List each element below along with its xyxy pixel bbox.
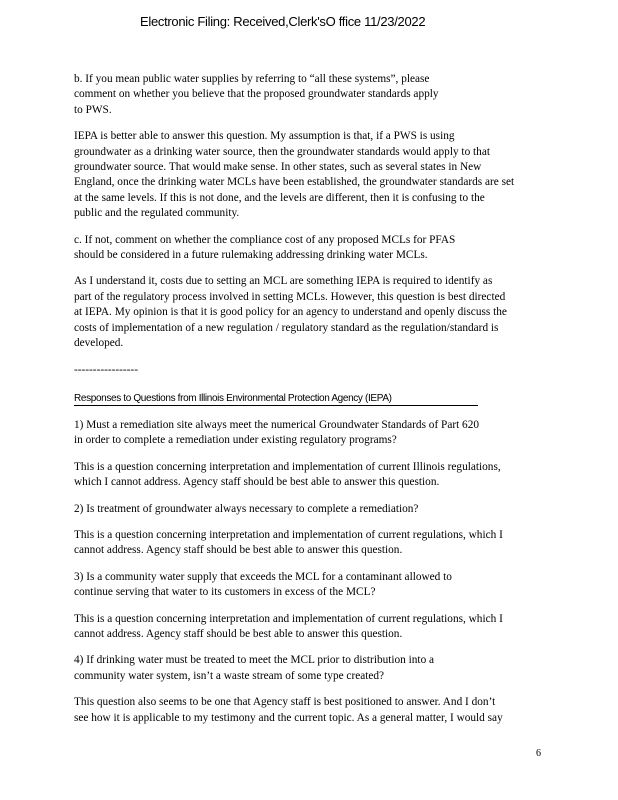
question-c-paragraph: c. If not, comment on whether the compliance cost of any proposed MCLs for PFAS should be considered in a future rulemaking addressing drinking water MCLs. [74,233,456,262]
section-divider: ----------------- [74,363,138,376]
filing-stamp-header: Electronic Filing: Received,Clerk'sO ffice 11/23/2022 [140,14,426,29]
page-number: 6 [536,748,541,759]
answer-2-paragraph: This is a question concerning interpretation and implementation of current regulations, which I cannot address. Agency staff should be best able to answer this question. [74,528,503,557]
question-3-paragraph: 3) Is a community water supply that exceeds the MCL for a contaminant allowed to continue serving that water to its customers in excess of the MCL? [74,570,452,599]
section-heading-iepa-responses: Responses to Questions from Illinois Environmental Protection Agency (IEPA) [74,393,478,406]
answer-b-paragraph: IEPA is better able to answer this question. My assumption is that, if a PWS is using groundwater as a drinking water source, then the groundwater standards would apply to that groundwater source. That would make sense. In other states, such as several states in New England, once the drinking water MCLs have been established, the groundwater standards are set at the same levels. If this is not done, and the levels are different, then it is confusing to the public and the regulated community. [74,130,515,220]
question-b-paragraph: b. If you mean public water supplies by referring to “all these systems”, please comment on whether you believe that the proposed groundwater standards apply to PWS. [74,73,439,116]
answer-4-paragraph: This question also seems to be one that Agency staff is best positioned to answer. And I don’t see how it is applicable to my testimony and the current topic. As a general matter, I would say [74,696,503,724]
page-body [74,72,549,737]
question-1-paragraph: 1) Must a remediation site always meet the numerical Groundwater Standards of Part 620 in order to complete a remediation under existing regulatory programs? [74,418,480,447]
answer-c-paragraph: As I understand it, costs due to setting an MCL are something IEPA is required to identify as part of the regulatory process involved in setting MCLs. However, this question is best directed at IEPA. My opinion is that it is good policy for an agency to understand and openly discuss the costs of implementation of a new regulation / regulatory standard as the regulation/standard is developed. [74,275,507,350]
answer-1-paragraph: This is a question concerning interpretation and implementation of current Illinois regulations, which I cannot address. Agency staff should be best able to answer this question. [74,460,501,489]
question-4-paragraph: 4) If drinking water must be treated to meet the MCL prior to distribution into a community water system, isn’t a waste stream of some type created? [74,654,435,682]
question-2-paragraph: 2) Is treatment of groundwater always necessary to complete a remediation? [74,502,419,515]
answer-3-paragraph: This is a question concerning interpretation and implementation of current regulations, which I cannot address. Agency staff should be best able to answer this question. [74,612,503,640]
